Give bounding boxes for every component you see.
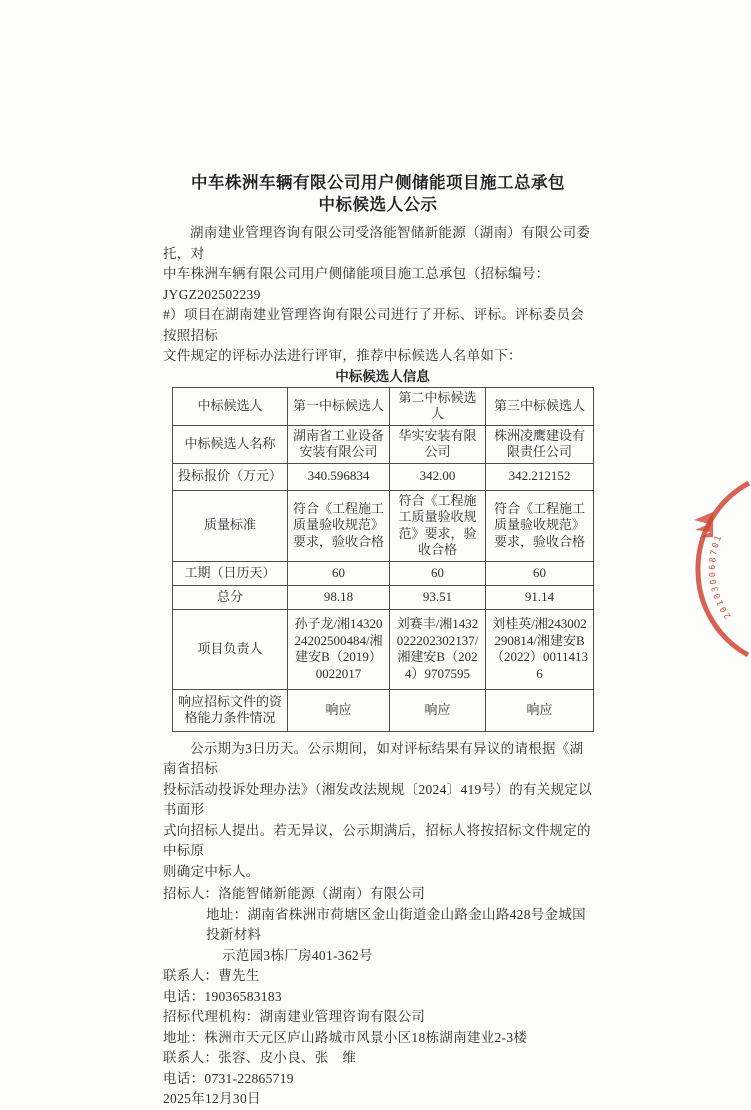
table-cell: 刘桂英/湘243002290814/湘建安B（2022）00114136 — [486, 609, 594, 689]
table-row — [173, 490, 594, 561]
publish-date: 2025年12月30日 — [163, 1091, 261, 1106]
table-cell: 340.596834 — [288, 463, 390, 490]
table-cell: 第二中标候选人 — [390, 387, 486, 425]
table-cell: 91.14 — [486, 585, 594, 609]
row-label: 工期（日历天） — [173, 561, 288, 585]
table-cell: 湖南省工业设备安装有限公司 — [288, 425, 390, 463]
table-caption: 中标候选人信息 — [335, 368, 430, 384]
agency-contact-line: 联系人：张容、皮小良、张 维 — [163, 1050, 357, 1065]
table-cell: 342.212152 — [486, 463, 594, 490]
table-row — [173, 689, 594, 731]
seal-ring-arc — [698, 483, 749, 655]
table-row — [173, 425, 594, 463]
table-cell: 符合《工程施工质量验收规范》要求，验收合格 — [288, 490, 390, 561]
bidder-phone-line: 电话：19036583183 — [163, 988, 282, 1004]
table-cell: 刘赛丰/湘1432022202302137/湘建安B（2024）9707595 — [390, 609, 486, 689]
table-cell: 60 — [288, 561, 390, 585]
table-cell: 93.51 — [390, 585, 486, 609]
table-cell: 响应 — [486, 689, 594, 731]
notice-line: 则确定中标人。 — [163, 863, 260, 879]
seal-serial-number: 201030068701 — [707, 532, 734, 621]
announcement-document — [163, 172, 593, 1110]
table-row — [173, 463, 594, 490]
row-label: 投标报价（万元） — [173, 463, 288, 490]
bidder-address-line-1: 地址：湖南省株洲市荷塘区金山街道金山路金山路428号金城国投新材料 — [206, 906, 586, 942]
row-label: 质量标准 — [173, 490, 288, 561]
notice-line: 公示期为3日历天。公示期间，如对评标结果有异议的请根据《湖南省招标 — [163, 740, 584, 776]
bidder-contact-line: 联系人：曹先生 — [163, 968, 260, 983]
agency-name-line: 招标代理机构：湖南建业管理咨询有限公司 — [163, 1009, 426, 1024]
table-cell: 第一中标候选人 — [288, 387, 390, 425]
table-cell: 符合《工程施工质量验收规范》要求，验收合格 — [390, 490, 486, 561]
notice-paragraph — [163, 739, 593, 883]
intro-paragraph — [163, 223, 593, 367]
row-label: 响应招标文件的资格能力条件情况 — [173, 689, 288, 731]
table-cell: 符合《工程施工质量验收规范》要求，验收合格 — [486, 490, 594, 561]
table-cell: 98.18 — [288, 585, 390, 609]
bid-candidates-table — [172, 387, 594, 732]
table-cell: 第三中标候选人 — [486, 387, 594, 425]
row-label: 中标候选人 — [173, 387, 288, 425]
row-label: 中标候选人名称 — [173, 425, 288, 463]
table-cell: 响应 — [390, 689, 486, 731]
table-cell: 60 — [486, 561, 594, 585]
bidder-name-line: 招标人：洛能智储新能源（湖南）有限公司 — [163, 886, 426, 901]
intro-line: 中车株洲车辆有限公司用户侧储能项目施工总承包（招标编号：JYGZ202502239 — [163, 266, 550, 302]
agency-phone-line: 电话：0731-22865719 — [163, 1070, 294, 1086]
bidder-address-line-2: 示范园3栋厂房401-362号 — [222, 947, 373, 963]
table-row — [173, 387, 594, 425]
document-title-line-2: 中标候选人公示 — [318, 195, 438, 214]
intro-line: 文件规定的评标办法进行评审，推荐中标候选人名单如下： — [163, 348, 522, 363]
row-label: 总分 — [173, 585, 288, 609]
table-cell: 株洲凌鹰建设有限责任公司 — [486, 425, 594, 463]
notice-line: 式向招标人提出。若无异议，公示期满后，招标人将按招标文件规定的中标原 — [163, 822, 591, 858]
contact-block — [163, 884, 593, 1110]
notice-line: 投标活动投诉处理办法》（湘发改法规规〔2024〕419号）的有关规定以书面形 — [163, 781, 592, 817]
document-title-line-1: 中车株洲车辆有限公司用户侧储能项目施工总承包 — [191, 173, 565, 192]
table-cell: 342.00 — [390, 463, 486, 490]
table-row — [173, 609, 594, 689]
row-label: 项目负责人 — [173, 609, 288, 689]
agency-address-line: 地址：株洲市天元区庐山路城市风景小区18栋湖南建业2-3楼 — [163, 1029, 528, 1045]
table-cell: 孙子龙/湘1432024202500484/湘建安B（2019）0022017 — [288, 609, 390, 689]
intro-line: #）项目在湖南建业管理咨询有限公司进行了开标、评标。评标委员会按照招标 — [163, 307, 585, 343]
table-cell: 60 — [390, 561, 486, 585]
table-row — [173, 561, 594, 585]
table-row — [173, 585, 594, 609]
table-cell: 华实安装有限公司 — [390, 425, 486, 463]
table-cell: 响应 — [288, 689, 390, 731]
intro-line: 湖南建业管理咨询有限公司受洛能智储新能源（湖南）有限公司委托，对 — [163, 225, 591, 261]
official-seal-partial — [680, 479, 751, 661]
